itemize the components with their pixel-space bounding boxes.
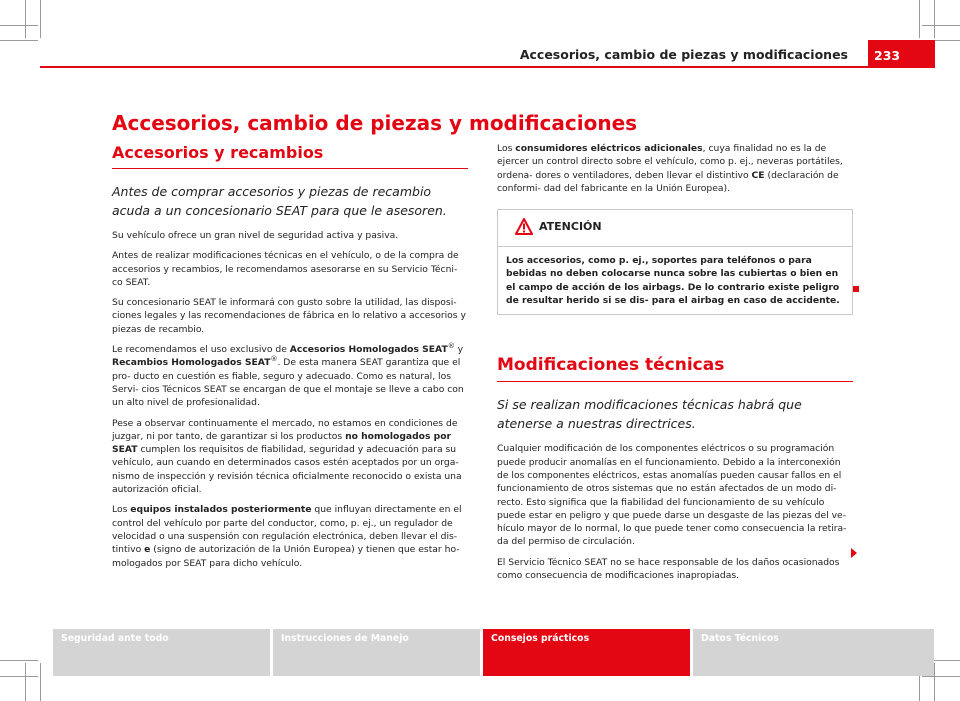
warning-title: ATENCIÓN [539, 220, 602, 234]
crop-mark [934, 663, 935, 701]
crop-mark [40, 663, 41, 701]
paragraph: Le recomendamos el uso exclusivo de Accesorios Homologados SEAT® y Recambios Homologados SEAT®. De esta manera SEAT garantiza que el pro- ducto en cuestión es fiable, seguro y adecuado. Como es natural, los Servi- cios Técnicos SEAT se encargan de que el montaje se lleve a cabo con un alto nivel de profesionalidad. [112, 342, 464, 409]
warning-header [498, 210, 852, 247]
chapter-title: Accesorios, cambio de piezas y modificaciones [112, 111, 638, 136]
left-column [112, 143, 468, 577]
crop-mark [0, 676, 38, 677]
warning-text: Los accesorios, como p. ej., soportes para teléfonos o para bebidas no deben colocarse nunca sobre las cubiertas o bien en el campo de acción de los airbags. De lo contrario existe peligro de resultar herido si se dis- para el airbag en caso de accidente. [506, 255, 840, 307]
section-modificaciones [497, 355, 853, 582]
section-lead: Si se realizan modificaciones técnicas habrá que atenerse a nuestras directrices. [497, 397, 802, 432]
footer-tab-label: Datos Técnicos [701, 633, 779, 644]
paragraph: El Servicio Técnico SEAT no se hace responsable de los daños ocasionados como consecuencia de modificaciones inapropiadas. [497, 556, 840, 582]
paragraph: Antes de realizar modificaciones técnicas en el vehículo, o de la compra de accesorios y recambios, le recomendamos asesorarse en su Servicio Técni- co SEAT. [112, 250, 459, 288]
paragraph: Pese a observar continuamente el mercado, no estamos en condiciones de juzgar, ni por tanto, de garantizar si los productos no homologados por SEAT cumplen los requisitos de fiabilidad, seguridad y adecuación para su vehículo, aun cuando en determinados casos estén aceptados por un orga- nismo de inspección y revisión técnica oficialmente reconocido o exista una autorización oficial. [112, 417, 462, 496]
section-rule [112, 168, 468, 169]
continue-arrow-icon [851, 548, 857, 558]
section-end-marker [853, 286, 859, 292]
footer-tab-label: Instrucciones de Manejo [281, 633, 409, 644]
footer-tab-label: Consejos prácticos [491, 633, 590, 644]
crop-mark [25, 0, 26, 38]
paragraph: Su concesionario SEAT le informará con gusto sobre la utilidad, las disposi- ciones legales y las recomendaciones de fábrica en lo relativo a accesorios y piezas de recambio. [112, 297, 466, 335]
crop-mark [934, 0, 935, 38]
footer-tab-datos[interactable] [693, 629, 934, 676]
section-heading-modificaciones: Modificaciones técnicas [497, 355, 725, 376]
running-title: Accesorios, cambio de piezas y modificaciones [519, 47, 848, 62]
crop-mark [0, 660, 38, 661]
footer-tab-instrucciones[interactable] [273, 629, 480, 676]
section-lead: Antes de comprar accesorios y piezas de recambio acuda a un concesionario SEAT para que le asesoren. [112, 184, 447, 218]
crop-mark [0, 40, 38, 41]
warning-triangle-icon [515, 218, 533, 235]
right-column [497, 142, 853, 589]
paragraph: Su vehículo ofrece un gran nivel de seguridad activa y pasiva. [112, 230, 399, 241]
crop-mark [25, 663, 26, 701]
crop-mark [922, 676, 960, 677]
footer-tab-label: Seguridad ante todo [61, 633, 169, 644]
header-rule [40, 66, 935, 68]
paragraph: Los equipos instalados posteriormente que influyan directamente en el control del vehículo por parte del conductor, como, p. ej., un regulador de velocidad o una suspensión con regulación electrónica, deben llevar el dis- tintivo e (signo de autorización de la Unión Europea) y tienen que estar ho- mologados por SEAT para dicho vehículo. [112, 504, 462, 569]
crop-mark [919, 0, 920, 38]
paragraph: Cualquier modificación de los componentes eléctricos o su programación puede producir anomalías en el funcionamiento. Debido a la interconexión de los componentes eléctricos, estas anomalías pueden causar fallos en el funcionamiento de otros sistemas que no están afectados de un modo di- recto. Esto significa que la fiabilidad del funcionamiento de su vehículo puede estar en peligro y que puede darse un desgaste de las piezas del ve- hículo mayor de lo normal, lo que puede tener como consecuencia la retira- da del permiso de circulación. [497, 443, 847, 548]
footer-tab-seguridad[interactable] [53, 629, 270, 676]
section-rule [497, 381, 853, 382]
crop-mark [40, 0, 41, 38]
page-number: 233 [874, 48, 901, 63]
crop-mark [922, 25, 960, 26]
paragraph: Los consumidores eléctricos adicionales, cuya finalidad no es la de ejercer un control directo sobre el vehículo, como p. ej., neveras portátiles, ordena- dores o ventiladores, deben llevar el distintivo CE (declaración de conformi- dad del fabricante en la Unión Europea). [497, 143, 843, 194]
footer-tab-consejos[interactable] [483, 629, 690, 676]
warning-box [497, 209, 853, 315]
section-heading-accesorios: Accesorios y recambios [112, 143, 324, 162]
crop-mark [0, 25, 38, 26]
